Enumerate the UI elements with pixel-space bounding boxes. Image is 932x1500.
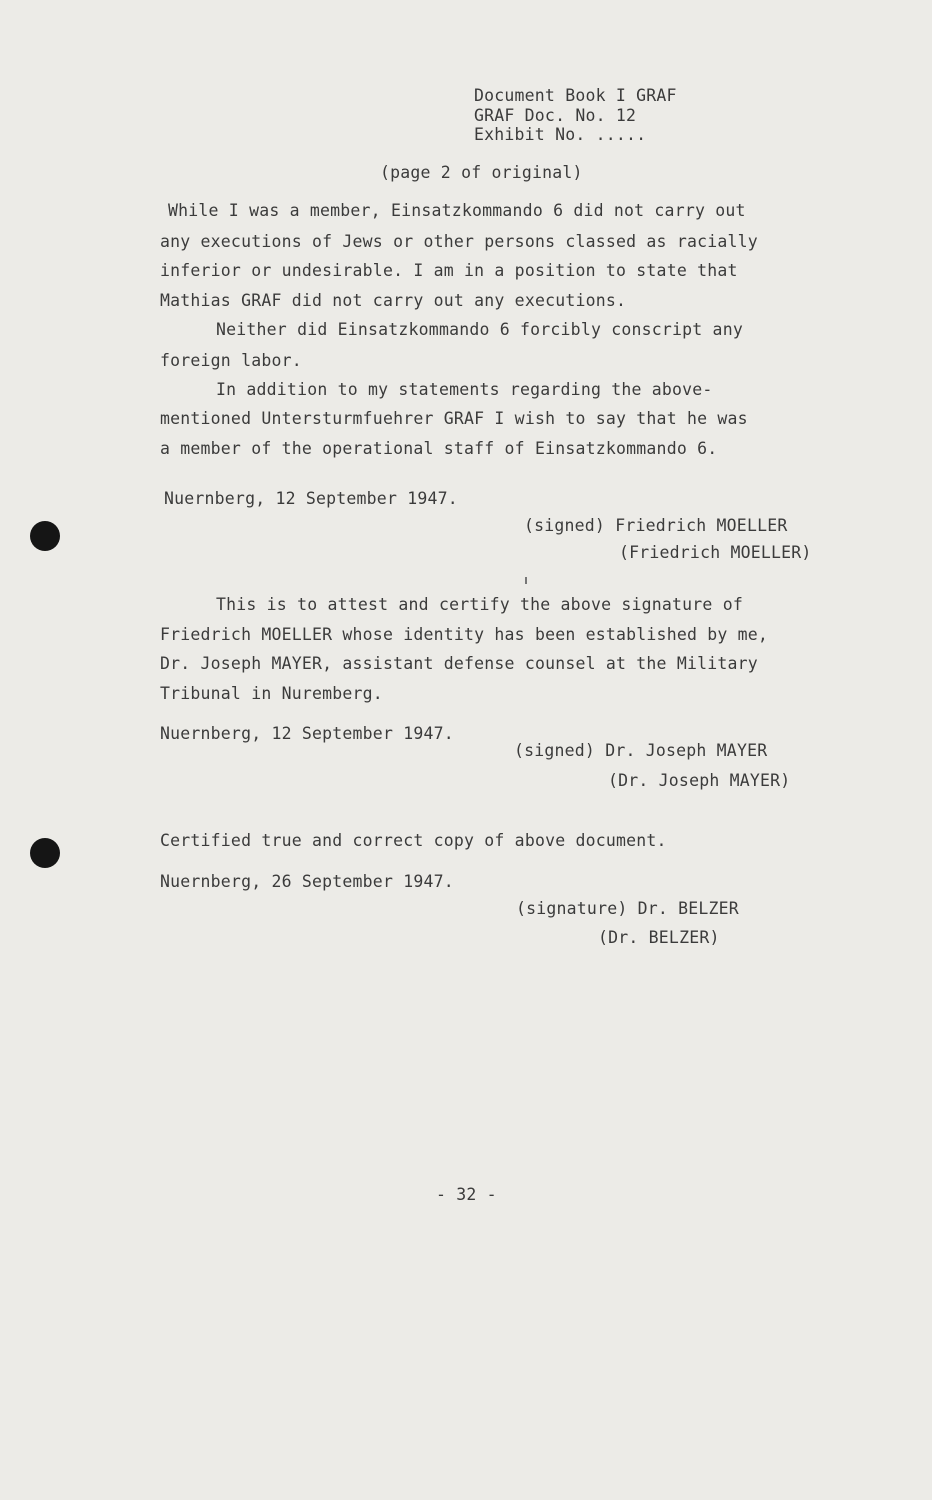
body-line: inferior or undesirable. I am in a position to state that xyxy=(160,261,738,280)
signature-line: (signature) Dr. BELZER xyxy=(516,899,739,918)
signature-name: (Friedrich MOELLER) xyxy=(619,543,812,562)
date-line: Nuernberg, 26 September 1947. xyxy=(160,872,454,891)
body-line: a member of the operational staff of Einsatzkommando 6. xyxy=(160,439,718,458)
attest-line: Dr. Joseph MAYER, assistant defense counsel at the Military xyxy=(160,654,758,673)
date-line: Nuernberg, 12 September 1947. xyxy=(164,489,458,508)
punch-hole-top xyxy=(30,521,60,551)
body-line: foreign labor. xyxy=(160,351,302,370)
body-line: mentioned Untersturmfuehrer GRAF I wish to say that he was xyxy=(160,409,748,428)
certification-statement: Certified true and correct copy of above document. xyxy=(160,831,667,850)
header-exhibit: Exhibit No. ..... xyxy=(474,125,647,144)
attest-line: Tribunal in Nuremberg. xyxy=(160,684,383,703)
date-line: Nuernberg, 12 September 1947. xyxy=(160,724,454,743)
signature-line: (signed) Friedrich MOELLER xyxy=(524,516,788,535)
body-line: Neither did Einsatzkommando 6 forcibly conscript any xyxy=(216,320,743,339)
page-note: (page 2 of original) xyxy=(380,163,583,182)
signature-name: (Dr. Joseph MAYER) xyxy=(608,771,791,790)
attest-line: Friedrich MOELLER whose identity has been established by me, xyxy=(160,625,769,644)
attest-line: This is to attest and certify the above signature of xyxy=(216,595,743,614)
body-line: any executions of Jews or other persons classed as racially xyxy=(160,232,758,251)
body-line: In addition to my statements regarding the above- xyxy=(216,380,713,399)
body-line: While I was a member, Einsatzkommando 6 did not carry out xyxy=(168,201,746,220)
header-book: Document Book I GRAF xyxy=(474,86,677,105)
page-number: - 32 - xyxy=(436,1185,497,1204)
signature-line: (signed) Dr. Joseph MAYER xyxy=(514,741,768,760)
punch-hole-bottom xyxy=(30,838,60,868)
body-line: Mathias GRAF did not carry out any executions. xyxy=(160,291,627,310)
header-doc-number: GRAF Doc. No. 12 xyxy=(474,106,637,125)
signature-name: (Dr. BELZER) xyxy=(598,928,720,947)
margin-mark xyxy=(525,577,527,584)
